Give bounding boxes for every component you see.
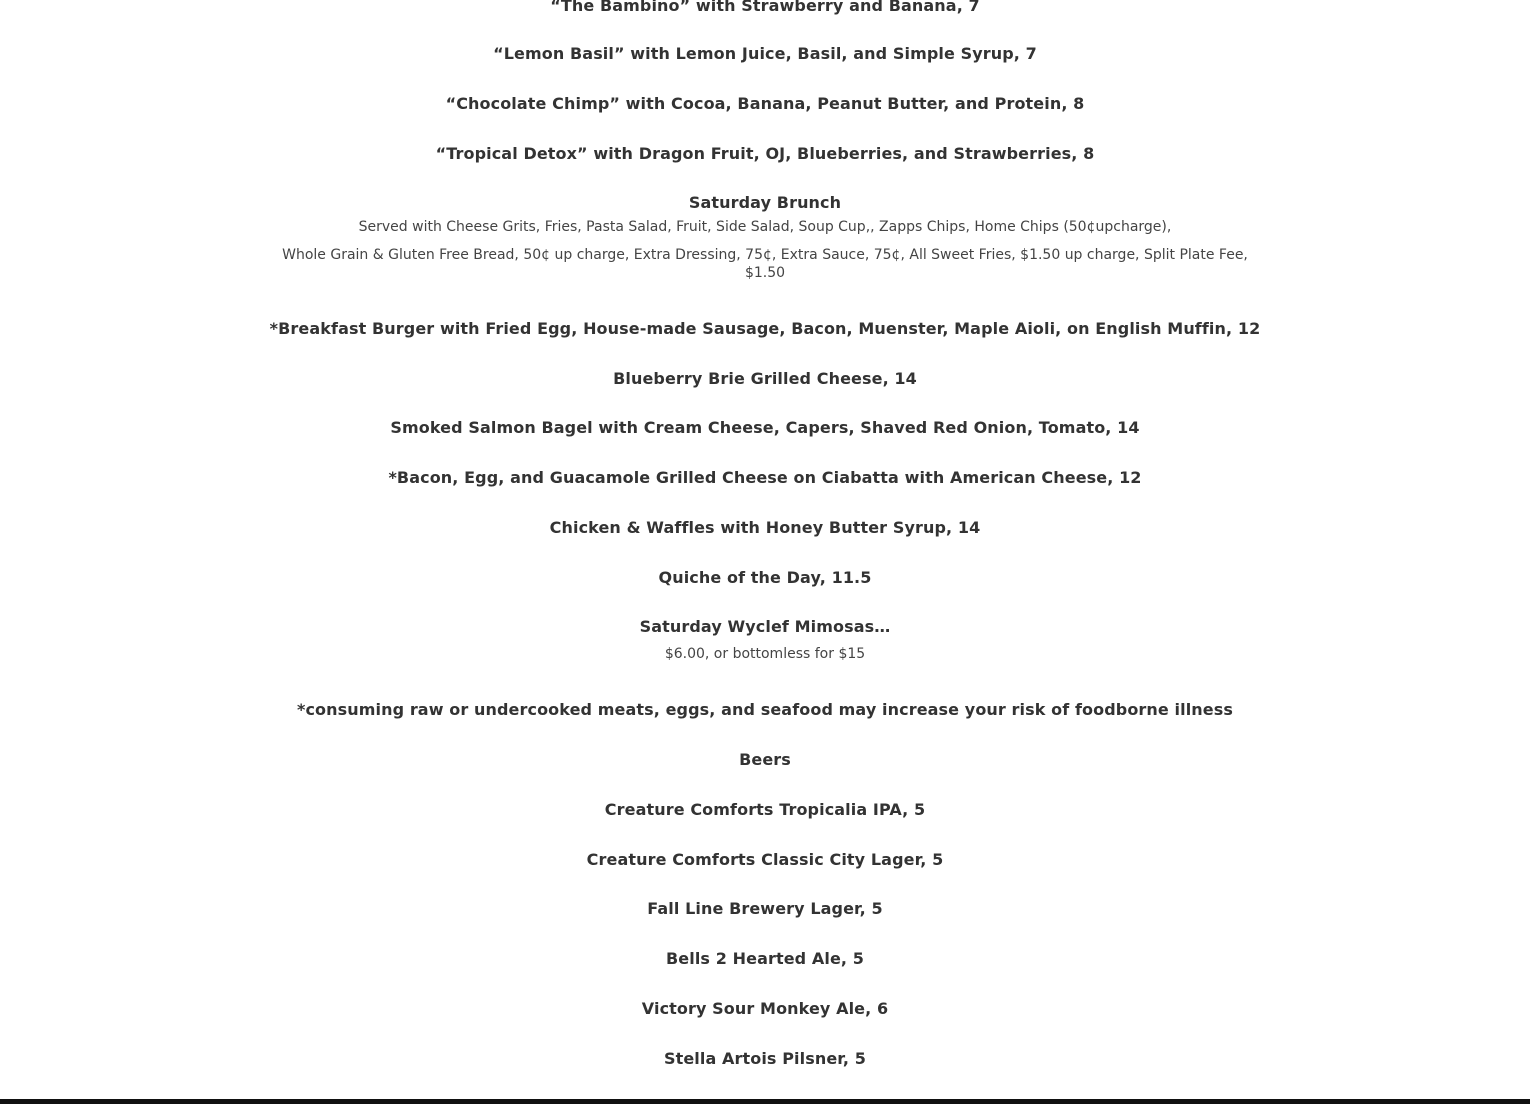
menu-item-brunch: Smoked Salmon Bagel with Cream Cheese, Capers, Shaved Red Onion, Tomato, 14 [390,418,1140,437]
menu-item-beer: Creature Comforts Classic City Lager, 5 [586,850,944,869]
section-heading-mimosas: Saturday Wyclef Mimosas… [639,617,891,636]
footer-divider [0,1099,1530,1104]
menu-item-smoothie: “Tropical Detox” with Dragon Fruit, OJ, Blueberries, and Strawberries, 8 [435,144,1095,163]
menu-item-smoothie: “Chocolate Chimp” with Cocoa, Banana, Peanut Butter, and Protein, 8 [445,94,1085,113]
foodborne-illness-disclaimer: *consuming raw or undercooked meats, eggs, and seafood may increase your risk of foodborne illness [297,700,1233,719]
menu-item-beer: Fall Line Brewery Lager, 5 [647,899,883,918]
menu-item-smoothie: “Lemon Basil” with Lemon Juice, Basil, and Simple Syrup, 7 [493,44,1037,63]
menu-item-brunch: Quiche of the Day, 11.5 [658,568,872,587]
mimosas-price-note: $6.00, or bottomless for $15 [664,646,866,662]
menu-item-beer: Victory Sour Monkey Ale, 6 [641,999,889,1018]
menu-item-beer: Creature Comforts Tropicalia IPA, 5 [604,800,926,819]
menu-item-brunch: Chicken & Waffles with Honey Butter Syrup, 14 [549,518,981,537]
brunch-charges-note: Whole Grain & Gluten Free Bread, 50¢ up charge, Extra Dressing, 75¢, Extra Sauce, 75¢, All Sweet Fries, $1.50 up charge, Split Plate Fee, $1.50 [282,247,1248,281]
menu-item-brunch: Blueberry Brie Grilled Cheese, 14 [613,369,917,388]
menu-item-beer: Stella Artois Pilsner, 5 [663,1049,867,1068]
section-heading-beers: Beers [739,750,791,769]
section-heading-brunch: Saturday Brunch [688,193,842,212]
menu-item-brunch: *Bacon, Egg, and Guacamole Grilled Cheese on Ciabatta with American Cheese, 12 [388,468,1142,487]
menu-item-smoothie: “The Bambino” with Strawberry and Banana, 7 [550,0,980,15]
brunch-sides-note: Served with Cheese Grits, Fries, Pasta Salad, Fruit, Side Salad, Soup Cup,, Zapps Chips, Home Chips (50¢upcharge), [358,219,1172,235]
menu-item-beer: Bells 2 Hearted Ale, 5 [666,949,864,968]
menu-item-brunch: *Breakfast Burger with Fried Egg, House-made Sausage, Bacon, Muenster, Maple Aioli, on English Muffin, 12 [269,319,1261,338]
